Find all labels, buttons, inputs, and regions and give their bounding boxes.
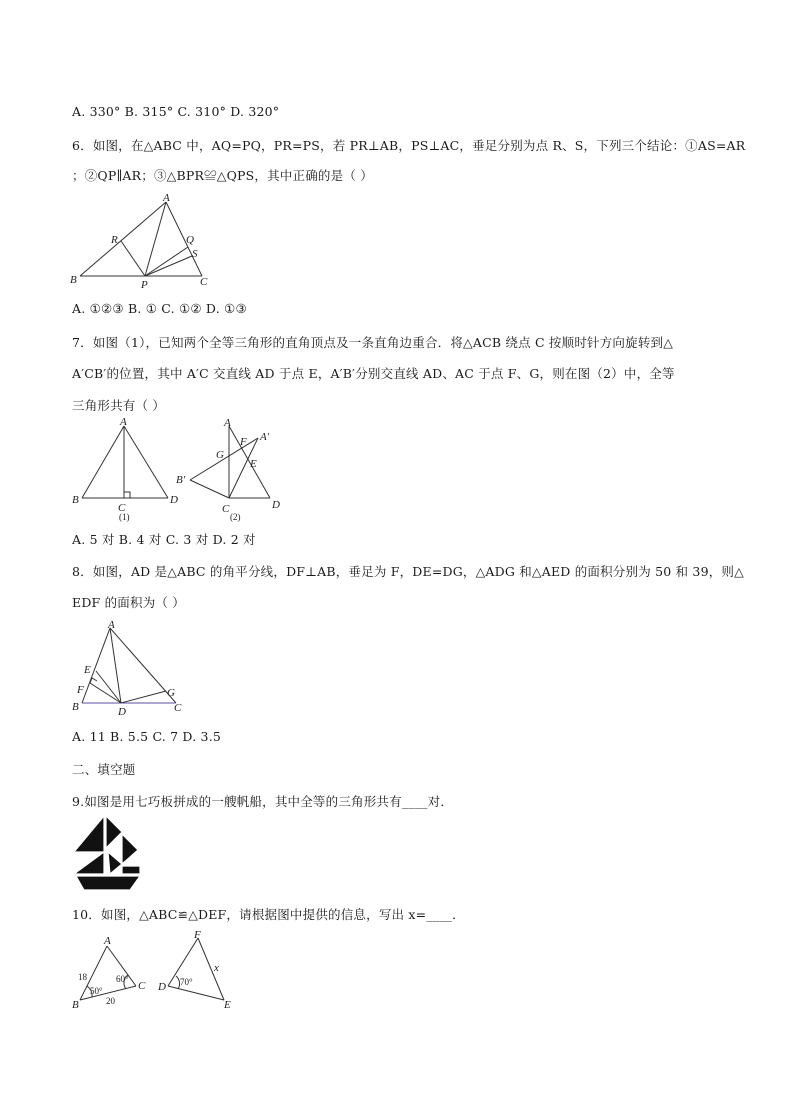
q8-options: A. 11 B. 5.5 C. 7 D. 3.5 bbox=[72, 729, 222, 744]
svg-text:F: F bbox=[194, 929, 201, 941]
q10-figure-abc bbox=[70, 926, 162, 1010]
q6-label-a: A bbox=[163, 192, 170, 204]
svg-text:B′: B′ bbox=[176, 474, 186, 486]
q6-seg-ap bbox=[145, 202, 166, 276]
q8-stem-line2: EDF 的面积为（ ） bbox=[72, 595, 185, 610]
q6-stem-line2: ；②QP∥AR；③△BPR≌△QPS，其中正确的是（ ） bbox=[72, 168, 373, 183]
svg-text:C: C bbox=[138, 980, 146, 992]
q6-label-b: B bbox=[70, 274, 77, 286]
q10-figure-def bbox=[156, 926, 248, 1010]
svg-text:G: G bbox=[167, 687, 175, 699]
q7-stem-line2: A′CB′的位置，其中 A′C 交直线 AD 于点 E，A′B′分别交直线 AD、AC 于点 F、G，则在图（2）中，全等 bbox=[72, 366, 675, 381]
svg-text:B: B bbox=[72, 999, 79, 1010]
svg-text:60°: 60° bbox=[116, 974, 129, 984]
svg-text:A′: A′ bbox=[260, 431, 270, 443]
q6-figure bbox=[66, 192, 226, 292]
q7-options: A. 5 对 B. 4 对 C. 3 对 D. 2 对 bbox=[72, 532, 256, 547]
svg-text:B: B bbox=[72, 701, 79, 713]
svg-text:D: D bbox=[158, 981, 166, 993]
svg-text:20: 20 bbox=[106, 996, 115, 1006]
svg-text:D: D bbox=[170, 494, 178, 506]
svg-text:F: F bbox=[240, 436, 247, 448]
q6-label-p: P bbox=[141, 279, 148, 291]
svg-text:x: x bbox=[214, 962, 219, 974]
q8-stem-line1: 8．如图，AD 是△ABC 的角平分线，DF⊥AB，垂足为 F，DE=DG，△ADG 和△AED 的面积分别为 50 和 39，则△ bbox=[72, 564, 744, 579]
q6-label-c: C bbox=[200, 276, 208, 288]
q7-stem-line3: 三角形共有（ ） bbox=[72, 398, 166, 413]
svg-text:C: C bbox=[222, 503, 230, 515]
svg-text:D: D bbox=[118, 706, 126, 718]
svg-text:A: A bbox=[104, 935, 111, 947]
svg-text:E: E bbox=[84, 664, 91, 676]
svg-text:G: G bbox=[216, 449, 224, 461]
q6-seg-ba bbox=[80, 202, 166, 276]
svg-text:(2): (2) bbox=[230, 512, 241, 522]
q8-figure bbox=[66, 616, 196, 718]
svg-text:F: F bbox=[77, 684, 84, 696]
q6-seg-pr bbox=[121, 241, 145, 276]
svg-text:A: A bbox=[108, 619, 115, 631]
q7-figure-2 bbox=[172, 416, 292, 526]
q9-tangram-sailboat bbox=[70, 812, 146, 894]
q6-stem-line1: 6．如图，在△ABC 中，AQ=PQ，PR=PS，若 PR⊥AB，PS⊥AC，垂足分别为点 R、S，下列三个结论：①AS=AR bbox=[72, 138, 746, 153]
svg-text:A: A bbox=[224, 417, 231, 429]
q6-seg-pq bbox=[145, 247, 188, 276]
svg-text:D: D bbox=[272, 499, 280, 511]
q10-stem: 10．如图，△ABC≌△DEF，请根据图中提供的信息，写出 x=____． bbox=[72, 907, 465, 922]
svg-text:B: B bbox=[72, 494, 79, 506]
svg-text:E: E bbox=[224, 999, 231, 1010]
q6-label-s: S bbox=[192, 248, 198, 260]
svg-text:C: C bbox=[174, 702, 182, 714]
section2-title: 二、填空题 bbox=[72, 762, 136, 777]
q6-label-r: R bbox=[111, 234, 118, 246]
svg-text:18: 18 bbox=[78, 972, 87, 982]
q5-options: A. 330° B. 315° C. 310° D. 320° bbox=[72, 104, 280, 119]
svg-text:50°: 50° bbox=[90, 986, 103, 996]
q9-stem: 9.如图是用七巧板拼成的一艘帆船，其中全等的三角形共有____对． bbox=[72, 794, 454, 809]
svg-text:A: A bbox=[120, 416, 127, 428]
q6-options: A. ①②③ B. ① C. ①② D. ①③ bbox=[72, 301, 247, 316]
q7-stem-line1: 7．如图（1），已知两个全等三角形的直角顶点及一条直角边重合．将△ACB 绕点 C 按顺时针方向旋转到△ bbox=[72, 335, 674, 350]
svg-text:E: E bbox=[250, 458, 257, 470]
svg-text:70°: 70° bbox=[180, 977, 193, 987]
svg-text:C: C bbox=[118, 502, 126, 514]
q6-label-q: Q bbox=[186, 234, 194, 246]
svg-text:(1): (1) bbox=[119, 512, 130, 522]
q6-seg-ps bbox=[145, 256, 192, 276]
